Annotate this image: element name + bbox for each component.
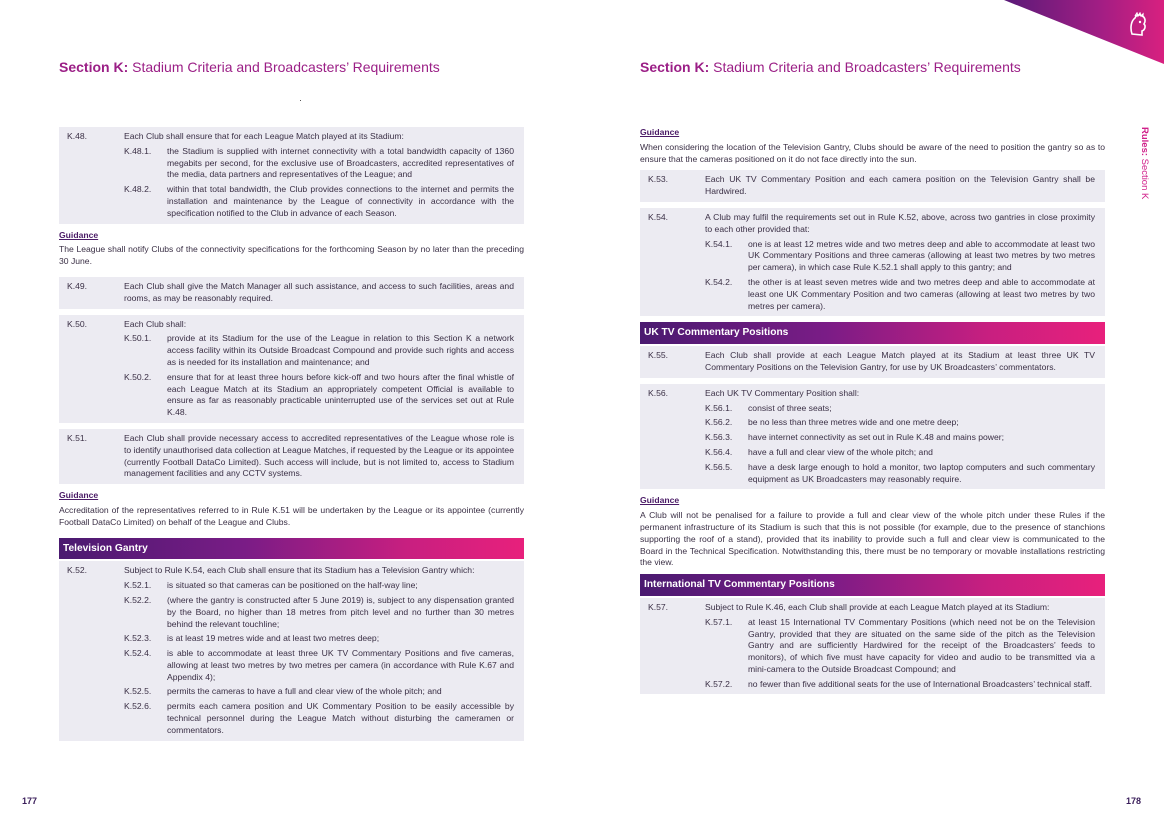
page-number-right: 178 [1126,796,1142,806]
left-column [59,127,524,747]
guidance-label: Guidance [59,490,99,501]
guidance-label: Guidance [59,229,99,240]
rule-k56: K.56. Each UK TV Commentary Position shall: K.56.1. consist of three seats; K.56.2. be no less than three metres wide and one metre deep; K.56.3. have internet connectivity as set out in Rule K.48 and mains power; K.56.4. have a full and clear view of the whole pitch; and K.56.5. have a desk large enough to hold a monitor, two laptop computers and such commentary equipment as UK Broadcasters may reasonably require. [640,384,1105,490]
rule-k57: K.57. Subject to Rule K.46, each Club shall provide at each League Match played at its Stadium: K.57.1. at least 15 International TV Commentary Positions (which need not be on the Television Gantry, provided that they are situated on the same side of the pitch as the Television Gantry and are sufficiently Hardwired for the receipt of the Broadcasters’ feeds to monitors), of which five must have capacity for video and audio to be transmitted via a mini-camera to the Outside Broadcast Compound; and K.57.2. no fewer than five additional seats for the use of International Broadcasters’ technical staff. [640,598,1105,695]
guidance-text: Accreditation of the representatives referred to in Rule K.51 will be undertaken by the League or its appointee (currently Football DataCo Limited) on behalf of the League and Clubs. [59,504,524,527]
guidance-text: A Club will not be penalised for a failure to provide a full and clear view of the whole pitch under these Rules if the permanent infrastructure of its Stadium is such that this is not possible (for example, due to the presence of stanchions supporting the roof of a stand), provided that its inability to provide such a full and clear view is communicated to the Board in the Technical Specification. Notwithstanding this, there must be no temporary or movable installations restricting the view. [640,510,1105,568]
rule-k51: K.51. Each Club shall provide necessary access to accredited representatives of the League whose role is to identify unauthorised data collection at League Matches, if requested by the League or its appointee (currently Football DataCo Limited). Such access will include, but is not limited to, access to Stadium management facilities and any CCTV systems. [59,429,524,484]
rule-k52: K.52. Subject to Rule K.54, each Club shall ensure that its Stadium has a Television Gantry which: K.52.1. is situated so that cameras can be positioned on the half-way line; K.52.2. (where the gantry is constructed after 5 June 2019) is, subject to any dispensation granted by the Board, no higher than 18 metres from pitch level and no further than 30 metres behind the relevant touchline; K.52.3. is at least 19 metres wide and at least two metres deep; K.52.4. is able to accommodate at least three UK TV Commentary Positions and five cameras, allowing at least two metres by two metres per camera (in accordance with Rule K.67 and Appendix 4); K.52.5. permits the cameras to have a full and clear view of the whole pitch; and K.52.6. permits each camera position and UK Commentary Position to be easily accessible by technical personnel during the League Match without disturbing the cameramen or commentators. [59,561,524,740]
rule-k53: K.53. Each UK TV Commentary Position and each camera position on the Television Gantry shall be Hardwired. [640,170,1105,202]
guidance-label: Guidance [640,495,680,506]
section-band-international-tv-commentary: International TV Commentary Positions [640,574,1105,596]
rule-k50: K.50. Each Club shall: K.50.1. provide at its Stadium for the use of the League in relation to this Section K a network access facility within its Outside Broadcast Compound and provide such rights and access as is needed for its installation and maintenance; and K.50.2. ensure that for at least three hours before kick-off and two hours after the final whistle of each League Match at its Stadium an appropriately competent Official is available to ensure as far as reasonably practicable uninterrupted use of the services set out at Rule K.48. [59,315,524,423]
rule-k48: K.48. Each Club shall ensure that for each League Match played at its Stadium: K.48.1. the Stadium is supplied with internet connectivity with a total bandwidth capacity of 1360 megabits per second, for the exclusive use of Broadcasters, accredited representatives of the media, data partners and representatives of the League; and K.48.2. within that total bandwidth, the Club provides connections to the internet and permits the installation and maintenance by the League of connectivity in accordance with the specification notified to the Club in advance of each Season. [59,127,524,224]
guidance-label: Guidance [640,127,680,137]
side-tab: Rules: Section K [1139,127,1150,200]
section-band-television-gantry: Television Gantry [59,538,524,560]
right-page [582,0,1164,825]
page-title: Section K: Stadium Criteria and Broadcasters’ Requirements [640,59,1021,75]
lion-logo-icon [1126,12,1150,38]
stray-dot [300,100,301,101]
section-band-uk-tv-commentary: UK TV Commentary Positions [640,322,1105,344]
rule-k54: K.54. A Club may fulfil the requirements set out in Rule K.52, above, across two gantries in close proximity to each other provided that: K.54.1. one is at least 12 metres wide and two metres deep and able to accommodate at least two UK Commentary Positions and three cameras (allowing at least two metres by two metres per camera), in which case Rule K.52.1 shall apply to this gantry; and K.54.2. the other is at least seven metres wide and two metres deep and able to accommodate at least one UK Commentary Position and two cameras (allowing at least two metres by two metres per camera). [640,208,1105,316]
rule-k55: K.55. Each Club shall provide at each League Match played at its Stadium at least three UK TV Commentary Positions on the Television Gantry, for use by UK Broadcasters’ commentators. [640,346,1105,378]
page-title: Section K: Stadium Criteria and Broadcasters’ Requirements [59,59,440,75]
rule-k49: K.49. Each Club shall give the Match Manager all such assistance, and access to such facilities, areas and rooms, as may be reasonably required. [59,277,524,309]
guidance-text: When considering the location of the Television Gantry, Clubs should be aware of the need to position the gantry so as to ensure that the cameras positioned on it do not face directly into the sun. [640,141,1105,164]
guidance-text: The League shall notify Clubs of the connectivity specifications for the forthcoming Season by no later than the preceding 30 June. [59,244,524,267]
right-column [640,125,1105,700]
page-number-left: 177 [22,796,38,806]
